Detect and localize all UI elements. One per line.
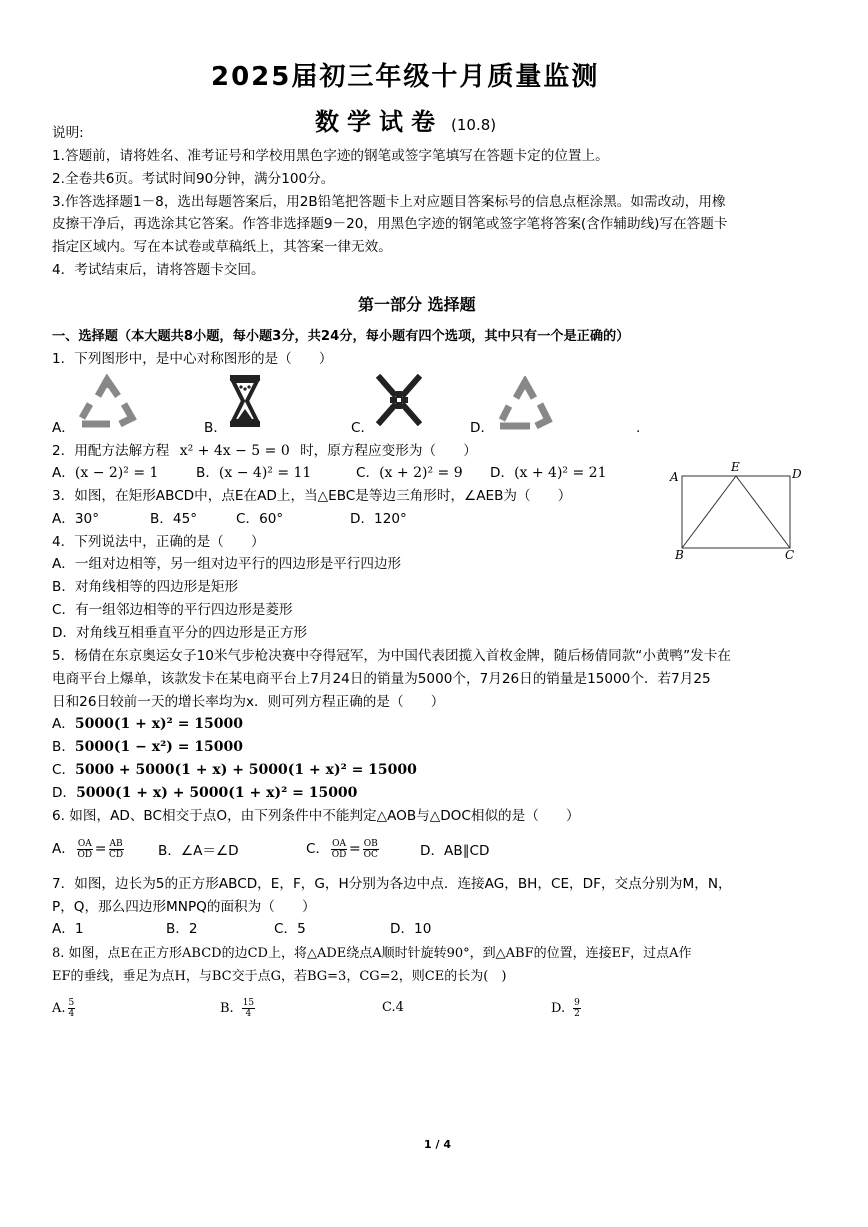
q7-line-1: 7．如图，边长为5的正方形ABCD，E，F，G，H分别为各边中点．连接AG，BH，CE，DF，交点分别为M，N，: [52, 876, 732, 892]
recycle-triangle-icon: [76, 374, 138, 430]
q6-c-den-1: OD: [331, 849, 347, 860]
q8-line-2: EF的垂线，垂足为点H，与BC交于点G，若BG=3，CG=2，则CE的长为( ): [52, 969, 507, 984]
q2-equation: x² + 4x − 5 = 0: [179, 443, 290, 459]
q7-line-2: P，Q，那么四边形MNPQ的面积为（ ）: [52, 899, 316, 915]
q2-option-c: [356, 462, 463, 484]
q2-option-d-math: (x + 4)² = 21: [514, 465, 607, 481]
hourglass-icon: [228, 373, 262, 429]
q5-option-c-label: C．: [52, 762, 76, 778]
cross-arrows-icon: [374, 374, 424, 426]
q5-option-c: [52, 759, 417, 781]
section-header: 一、选择题（本大题共8小题，每小题3分，共24分，每小题有四个选项，其中只有一个是正确的）: [52, 329, 630, 344]
q8-option-a: [52, 998, 77, 1019]
q5-line-2: 电商平台上爆单，该款发卡在某电商平台上7月24日的销量为5000个，7月26日的销量是15000个．若7月25: [52, 671, 711, 687]
q8-option-a-label: A.: [52, 1001, 66, 1016]
instruction-line-4: 皮擦干净后，再选涂其它答案。作答非选择题9－20，用黑色字迹的钢笔或签字笔将答案(含作辅助线)写在答题卡: [52, 216, 728, 232]
q2-option-d: [490, 462, 606, 484]
instruction-line-6: 4．考试结束后，请将答题卡交回。: [52, 262, 265, 278]
exam-subtitle: [315, 102, 496, 137]
part1-title: 第一部分 选择题: [358, 295, 476, 314]
q6-option-c: [306, 838, 381, 860]
instruction-line-5: 指定区域内。写在本试卷或草稿纸上，其答案一律无效。: [52, 239, 392, 255]
q3-point-d: D: [792, 467, 802, 481]
q8-d-num: 9: [574, 998, 580, 1008]
q3-option-b: B．45°: [150, 511, 198, 527]
q8-b-den: 4: [245, 1009, 252, 1019]
q8-d-den: 2: [574, 1009, 580, 1019]
q7-option-a: A．1: [52, 921, 84, 937]
q5-option-d-math: 5000(1 + x) + 5000(1 + x)² = 15000: [76, 785, 358, 801]
q6-option-a-label: A．: [52, 841, 75, 857]
q4-option-b: B．对角线相等的四边形是矩形: [52, 579, 239, 595]
q6-a-num-2: AB: [109, 838, 123, 849]
q6-option-c-label: C．: [306, 841, 330, 857]
q8-d-fraction: [573, 998, 581, 1019]
q3-point-a: A: [670, 470, 679, 484]
q6-a-den-2: CD: [109, 849, 124, 860]
q4-option-c: C．有一组邻边相等的平行四边形是菱形: [52, 602, 293, 618]
q5-line-1: 5．杨倩在东京奥运女子10米气步枪决赛中夺得冠军，为中国代表团揽入首枚金牌，随后杨倩同款“小黄鸭”发卡在: [52, 648, 731, 664]
q3-option-c: C．60°: [236, 511, 284, 527]
q8-option-b-label: B.: [220, 1001, 234, 1016]
q6-a-fraction-2: [109, 839, 124, 860]
q8-option-b: [220, 998, 257, 1019]
q1-option-d-label: D．: [470, 420, 495, 436]
q7-option-b: B．2: [166, 921, 198, 937]
q5-option-b-label: B．: [52, 739, 75, 755]
q2-option-a-label: A．: [52, 465, 75, 481]
q6-c-num-1: OA: [332, 838, 346, 849]
q5-option-a-label: A．: [52, 716, 75, 732]
exam-title: 2025届初三年级十月质量监测: [211, 62, 600, 92]
q3-option-d: D．120°: [350, 511, 407, 527]
q6-a-equals: =: [94, 841, 107, 857]
q4-stem: 4．下列说法中，正确的是（ ）: [52, 534, 265, 550]
q6-c-fraction-2: [363, 839, 379, 860]
q6-stem: 6. 如图，AD、BC相交于点O，由下列条件中不能判定△AOB与△DOC相似的是（ ）: [52, 808, 580, 824]
q3-option-a: A．30°: [52, 511, 99, 527]
q8-b-num: 15: [242, 998, 255, 1008]
q1-stem: 1．下列图形中，是中心对称图形的是（ ）: [52, 351, 333, 367]
q8-option-d-label: D.: [551, 1001, 566, 1016]
q4-option-a: A．一组对边相等，另一组对边平行的四边形是平行四边形: [52, 556, 402, 572]
q8-a-den: 4: [68, 1009, 75, 1019]
q5-option-c-math: 5000 + 5000(1 + x) + 5000(1 + x)² = 15000: [75, 762, 417, 778]
q7-option-d: D．10: [390, 921, 432, 937]
q2-stem-b: 时，原方程应变形为（ ）: [300, 443, 477, 459]
q5-option-d-label: D．: [52, 785, 77, 801]
q3-point-c: C: [785, 548, 795, 560]
q2-stem-a: 2．用配方法解方程: [52, 443, 170, 459]
q2-option-a-math: (x − 2)² = 1: [74, 465, 159, 481]
q3-point-b: B: [675, 548, 684, 560]
q5-option-a-math: 5000(1 + x)² = 15000: [74, 716, 244, 732]
q6-c-equals: =: [348, 841, 361, 857]
q3-stem: 3．如图，在矩形ABCD中，点E在AD上，当△EBC是等边三角形时，∠AEB为（ ）: [52, 488, 572, 504]
q2-option-a: [52, 462, 158, 484]
q2-stem: [52, 440, 477, 462]
q2-option-b: [196, 462, 311, 484]
q6-c-num-2: OB: [363, 838, 378, 849]
q3-point-e: E: [731, 460, 740, 474]
q6-option-d: D．AB∥CD: [420, 843, 490, 859]
q5-option-d: [52, 782, 357, 804]
q2-option-b-label: B．: [196, 465, 219, 481]
q7-option-c: C．5: [274, 921, 306, 937]
q6-c-den-2: OC: [363, 849, 378, 860]
q6-a-fraction-1: [77, 839, 93, 860]
q2-option-c-label: C．: [356, 465, 380, 481]
q1-option-b-label: B．: [204, 420, 227, 436]
q5-line-3: 日和26日较前一天的增长率均为x．则可列方程正确的是（ ）: [52, 694, 445, 710]
instruction-line-1: 1.答题前，请将姓名、准考证号和学校用黑色字迹的钢笔或签字笔填写在答题卡定的位置上。: [52, 148, 609, 164]
page-number: 1 / 4: [424, 1138, 451, 1151]
instruction-line-2: 2.全卷共6页。考试时间90分钟，满分100分。: [52, 171, 335, 187]
q5-option-b-math: 5000(1 − x²) = 15000: [74, 739, 244, 755]
q2-option-b-math: (x − 4)² = 11: [218, 465, 312, 481]
q6-option-b: B．∠A＝∠D: [158, 843, 239, 859]
subject-title: 数学试卷: [315, 108, 443, 136]
q1-option-c-label: C．: [351, 420, 375, 436]
q4-option-d: D．对角线互相垂直平分的四边形是正方形: [52, 625, 308, 641]
q8-line-1: 8. 如图，点E在正方形ABCD的边CD上，将△ADE绕点A顺时针旋转90°，到△ABF的位置，连接EF，过点A作: [52, 946, 692, 961]
q8-option-c: C.4: [382, 1000, 404, 1015]
q3-rectangle-figure: [668, 456, 808, 560]
triangle-arrows-icon: [496, 376, 554, 430]
q5-option-a: [52, 713, 243, 735]
q2-option-c-math: (x + 2)² = 9: [379, 465, 463, 481]
q6-c-fraction-1: [331, 839, 347, 860]
exam-date: (10.8): [451, 116, 497, 134]
q8-b-fraction: [242, 998, 255, 1019]
q8-a-num: 5: [68, 998, 75, 1008]
q8-option-d: [551, 998, 583, 1019]
q6-a-num-1: OA: [77, 838, 92, 849]
q1-trailing-dot: .: [636, 420, 641, 436]
q1-option-a-label: A．: [52, 420, 75, 436]
instructions-label: 说明:: [52, 125, 84, 141]
q5-option-b: [52, 736, 243, 758]
q6-option-a: [52, 838, 126, 860]
q2-option-d-label: D．: [490, 465, 515, 481]
q8-a-fraction: [68, 998, 76, 1019]
instruction-line-3: 3.作答选择题1－8，选出每题答案后，用2B铅笔把答题卡上对应题目答案标号的信息点框涂黑。如需改动，用橡: [52, 194, 726, 210]
q6-a-den-1: OD: [77, 849, 93, 860]
